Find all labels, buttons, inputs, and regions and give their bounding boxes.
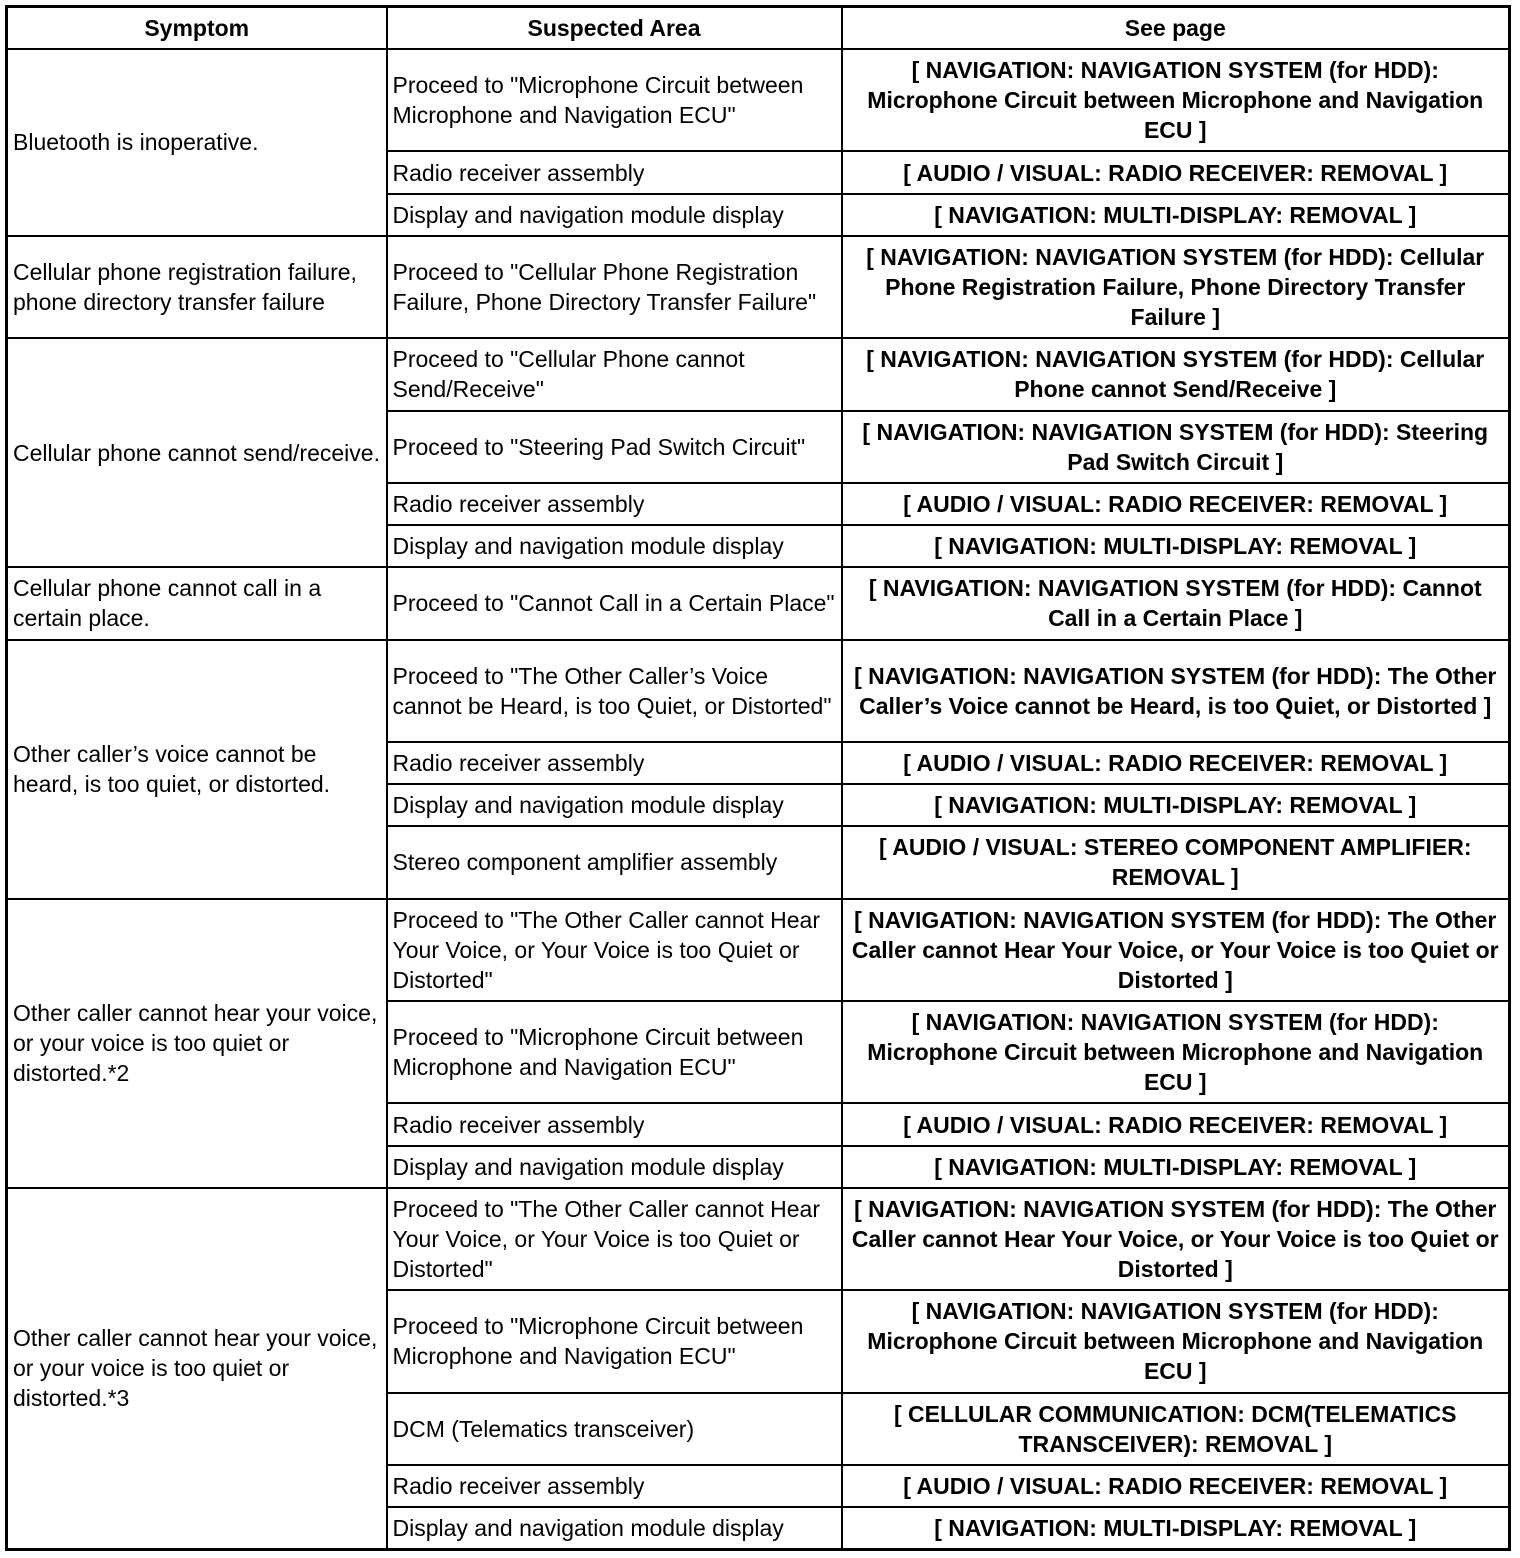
table-row (7, 899, 1510, 1001)
suspected-area-cell: Radio receiver assembly (387, 1465, 842, 1507)
header-suspected-area: Suspected Area (387, 7, 842, 50)
header-row (7, 7, 1510, 50)
suspected-area-cell: Display and navigation module display (387, 194, 842, 236)
see-page-link[interactable]: [ NAVIGATION: MULTI-DISPLAY: REMOVAL ] (842, 525, 1510, 567)
see-page-link[interactable]: [ AUDIO / VISUAL: RADIO RECEIVER: REMOVAL ] (842, 1103, 1510, 1145)
suspected-area-cell: Radio receiver assembly (387, 742, 842, 784)
see-page-link[interactable]: [ NAVIGATION: NAVIGATION SYSTEM (for HDD): Cellular Phone Registration Failure, Phone Directory Transfer Failure ] (842, 236, 1510, 338)
see-page-link[interactable]: [ NAVIGATION: MULTI-DISPLAY: REMOVAL ] (842, 1146, 1510, 1188)
suspected-area-cell: Proceed to "The Other Caller’s Voice cannot be Heard, is too Quiet, or Distorted" (387, 640, 842, 742)
suspected-area-cell: Proceed to "Cannot Call in a Certain Place" (387, 567, 842, 639)
table-row (7, 236, 1510, 338)
table-row (7, 49, 1510, 151)
symptom-cell: Other caller’s voice cannot be heard, is too quiet, or distorted. (7, 640, 387, 899)
see-page-link[interactable]: [ NAVIGATION: NAVIGATION SYSTEM (for HDD): The Other Caller’s Voice cannot be Heard, is too Quiet, or Distorted ] (842, 640, 1510, 742)
symptom-table (5, 5, 1511, 1551)
see-page-link[interactable]: [ NAVIGATION: NAVIGATION SYSTEM (for HDD): Microphone Circuit between Microphone and Navigation ECU ] (842, 49, 1510, 151)
see-page-link[interactable]: [ AUDIO / VISUAL: RADIO RECEIVER: REMOVAL ] (842, 483, 1510, 525)
suspected-area-cell: Proceed to "Microphone Circuit between Microphone and Navigation ECU" (387, 49, 842, 151)
see-page-link[interactable]: [ NAVIGATION: NAVIGATION SYSTEM (for HDD): Steering Pad Switch Circuit ] (842, 411, 1510, 483)
see-page-link[interactable]: [ AUDIO / VISUAL: RADIO RECEIVER: REMOVAL ] (842, 742, 1510, 784)
suspected-area-cell: Radio receiver assembly (387, 151, 842, 193)
suspected-area-cell: Proceed to "Steering Pad Switch Circuit" (387, 411, 842, 483)
suspected-area-cell: Display and navigation module display (387, 525, 842, 567)
symptom-cell: Cellular phone registration failure, phone directory transfer failure (7, 236, 387, 338)
symptom-cell: Other caller cannot hear your voice, or your voice is too quiet or distorted.*3 (7, 1188, 387, 1550)
suspected-area-cell: DCM (Telematics transceiver) (387, 1393, 842, 1465)
suspected-area-cell: Proceed to "Cellular Phone cannot Send/Receive" (387, 338, 842, 410)
see-page-link[interactable]: [ NAVIGATION: NAVIGATION SYSTEM (for HDD): Microphone Circuit between Microphone and Navigation ECU ] (842, 1290, 1510, 1392)
header-see-page: See page (842, 7, 1510, 50)
see-page-link[interactable]: [ NAVIGATION: NAVIGATION SYSTEM (for HDD): Cannot Call in a Certain Place ] (842, 567, 1510, 639)
suspected-area-cell: Proceed to "Microphone Circuit between Microphone and Navigation ECU" (387, 1290, 842, 1392)
suspected-area-cell: Proceed to "Microphone Circuit between Microphone and Navigation ECU" (387, 1001, 842, 1103)
symptom-cell: Other caller cannot hear your voice, or your voice is too quiet or distorted.*2 (7, 899, 387, 1188)
suspected-area-cell: Radio receiver assembly (387, 483, 842, 525)
see-page-link[interactable]: [ NAVIGATION: NAVIGATION SYSTEM (for HDD): Cellular Phone cannot Send/Receive ] (842, 338, 1510, 410)
header-symptom: Symptom (7, 7, 387, 50)
suspected-area-cell: Display and navigation module display (387, 1507, 842, 1549)
suspected-area-cell: Display and navigation module display (387, 1146, 842, 1188)
see-page-link[interactable]: [ NAVIGATION: NAVIGATION SYSTEM (for HDD): Microphone Circuit between Microphone and Navigation ECU ] (842, 1001, 1510, 1103)
suspected-area-cell: Proceed to "Cellular Phone Registration Failure, Phone Directory Transfer Failure" (387, 236, 842, 338)
suspected-area-cell: Proceed to "The Other Caller cannot Hear Your Voice, or Your Voice is too Quiet or Distorted" (387, 1188, 842, 1290)
symptom-cell: Cellular phone cannot send/receive. (7, 338, 387, 567)
symptom-cell: Bluetooth is inoperative. (7, 49, 387, 236)
see-page-link[interactable]: [ AUDIO / VISUAL: RADIO RECEIVER: REMOVAL ] (842, 1465, 1510, 1507)
see-page-link[interactable]: [ CELLULAR COMMUNICATION: DCM(TELEMATICS TRANSCEIVER): REMOVAL ] (842, 1393, 1510, 1465)
table-row (7, 338, 1510, 410)
table-row (7, 1188, 1510, 1290)
see-page-link[interactable]: [ NAVIGATION: MULTI-DISPLAY: REMOVAL ] (842, 784, 1510, 826)
suspected-area-cell: Display and navigation module display (387, 784, 842, 826)
see-page-link[interactable]: [ NAVIGATION: NAVIGATION SYSTEM (for HDD): The Other Caller cannot Hear Your Voice, or Your Voice is too Quiet or Distorted ] (842, 1188, 1510, 1290)
suspected-area-cell: Proceed to "The Other Caller cannot Hear Your Voice, or Your Voice is too Quiet or Distorted" (387, 899, 842, 1001)
see-page-link[interactable]: [ AUDIO / VISUAL: STEREO COMPONENT AMPLIFIER: REMOVAL ] (842, 826, 1510, 898)
suspected-area-cell: Radio receiver assembly (387, 1103, 842, 1145)
suspected-area-cell: Stereo component amplifier assembly (387, 826, 842, 898)
table-row (7, 567, 1510, 639)
symptom-cell: Cellular phone cannot call in a certain place. (7, 567, 387, 639)
see-page-link[interactable]: [ AUDIO / VISUAL: RADIO RECEIVER: REMOVAL ] (842, 151, 1510, 193)
see-page-link[interactable]: [ NAVIGATION: MULTI-DISPLAY: REMOVAL ] (842, 1507, 1510, 1549)
see-page-link[interactable]: [ NAVIGATION: NAVIGATION SYSTEM (for HDD): The Other Caller cannot Hear Your Voice, or Your Voice is too Quiet or Distorted ] (842, 899, 1510, 1001)
see-page-link[interactable]: [ NAVIGATION: MULTI-DISPLAY: REMOVAL ] (842, 194, 1510, 236)
table-row (7, 640, 1510, 742)
